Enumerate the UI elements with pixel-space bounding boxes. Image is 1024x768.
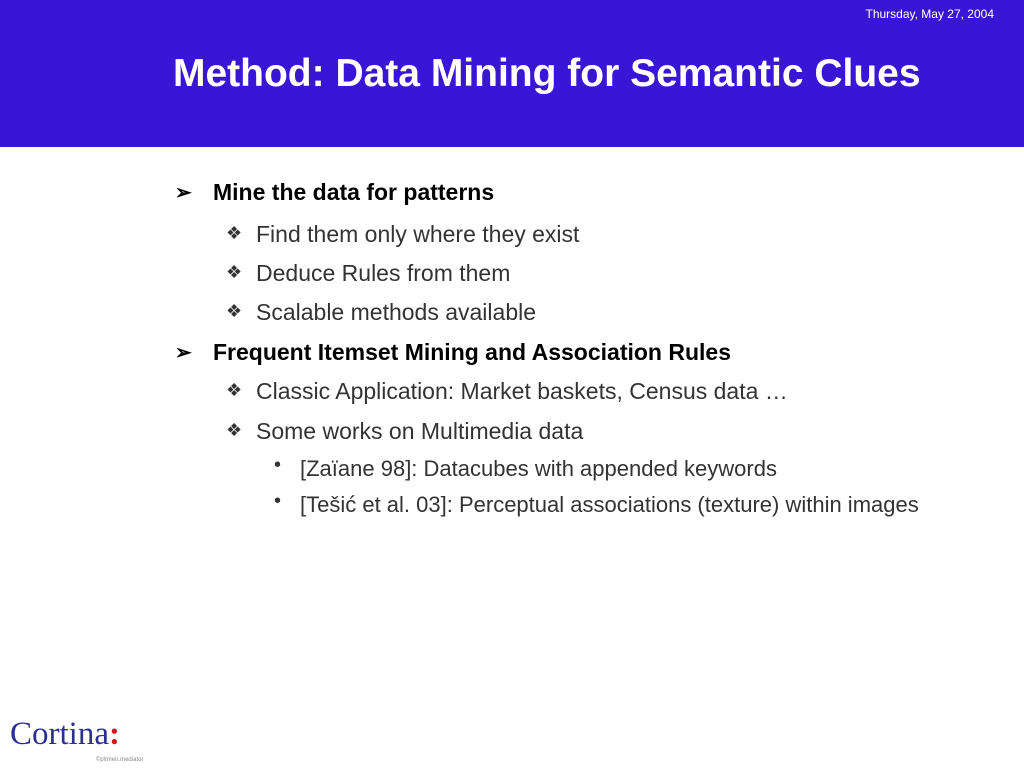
- sub-bullet-text: Classic Application: Market baskets, Census data …: [256, 378, 788, 404]
- sub-sub-bullet-text: [Tešić et al. 03]: Perceptual associations (texture) within images: [300, 492, 919, 517]
- bullet-text: Mine the data for patterns: [213, 179, 495, 205]
- diamond-bullet-icon: ❖: [226, 420, 243, 440]
- sub-sub-bullet-text: [Zaïane 98]: Datacubes with appended keywords: [300, 456, 777, 481]
- slide-title: Method: Data Mining for Semantic Clues: [173, 52, 921, 95]
- diamond-bullet-icon: ❖: [226, 262, 243, 282]
- diamond-bullet-icon: ❖: [226, 301, 243, 321]
- slide-date: Thursday, May 27, 2004: [865, 7, 994, 21]
- sub-bullet-text: Some works on Multimedia data: [256, 418, 584, 444]
- dot-bullet-icon: •: [274, 454, 282, 476]
- dot-bullet-icon: •: [274, 490, 282, 512]
- diamond-bullet-icon: ❖: [226, 223, 243, 243]
- logo-subtext: ©pitmen.mediator: [96, 757, 144, 763]
- sub-bullet-text: Scalable methods available: [256, 299, 537, 325]
- logo-word: Cortina: [10, 716, 109, 752]
- logo-colon: :: [108, 716, 120, 752]
- sub-bullet-text: Deduce Rules from them: [256, 260, 511, 286]
- arrow-bullet-icon: ➢: [175, 342, 192, 364]
- diamond-bullet-icon: ❖: [226, 380, 243, 400]
- bullet-text: Frequent Itemset Mining and Association Rules: [213, 339, 731, 365]
- cortina-logo: [10, 716, 120, 753]
- arrow-bullet-icon: ➢: [175, 182, 192, 204]
- sub-bullet-text: Find them only where they exist: [256, 221, 580, 247]
